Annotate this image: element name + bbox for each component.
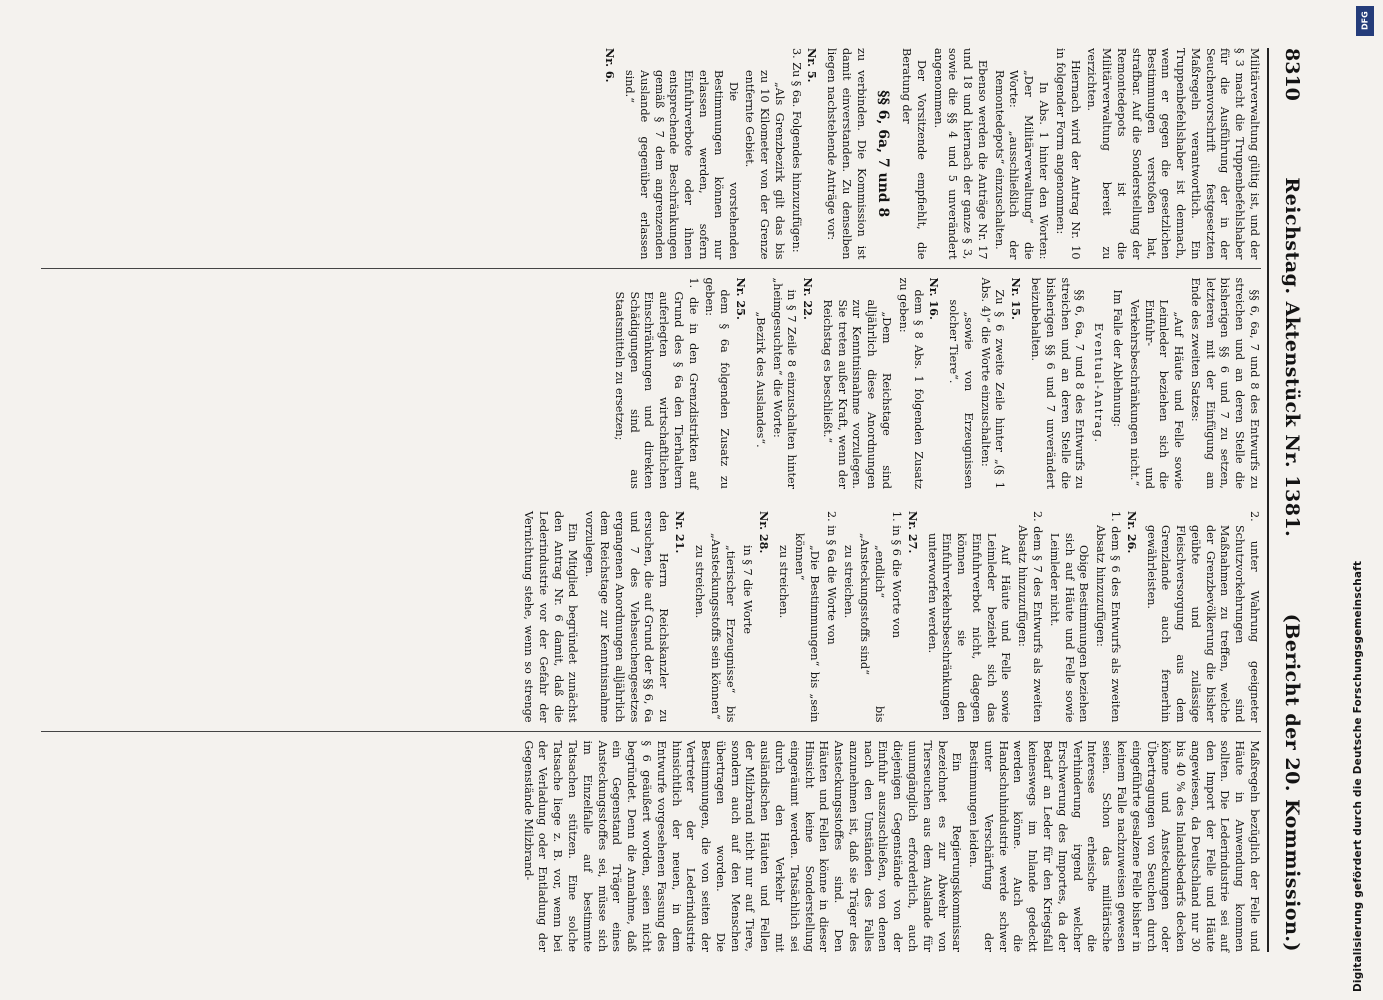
numbered-item: 3. Zu § 6a. Folgendes hinzuzufügen: xyxy=(789,48,803,253)
motion-number: Nr. 6. xyxy=(603,48,618,83)
document-page xyxy=(25,30,1315,970)
page-header xyxy=(1267,48,1303,952)
motion-number: Nr. 28. xyxy=(756,511,771,554)
quoted-text: zu streichen. xyxy=(692,545,706,619)
numbered-item: 2. unter Wahrung geeigneter Schutzvorkehrungen sind Maßnahmen zu treffen, welche der Grenzbevölkerung die bisher geübte und zulässige Fleischversorgung aus dem Grenzlande auch fernerhin gewährleisten. xyxy=(1144,511,1261,723)
numbered-item: 2. in § 6a die Worte von xyxy=(824,511,838,645)
quoted-text: „sowie von Erzeugnissen solcher Tiere“. xyxy=(947,299,975,489)
numbered-item: 1. dem § 6 des Entwurfs als zweiten Absatz hinzuzufügen: xyxy=(1094,511,1122,723)
header-title-left: Reichstag. Aktenstück Nr. 1381. xyxy=(1281,177,1303,538)
digitization-credit xyxy=(1352,8,1378,992)
quoted-text: in § 7 die Worte xyxy=(741,545,754,635)
quoted-text: Auf Häute und Felle sowie Leimleder bezieht sich das Einfuhrverbot nicht, dagegen können sie den Einfuhrverkehrsbeschränkungen unterworfen werden. xyxy=(925,533,1013,723)
quoted-text: „tierischer Erzeugnisse“ bis „Ansteckungsstoffs sein können“ xyxy=(709,533,738,723)
page-number: 8310 xyxy=(1281,48,1303,101)
quoted-text: zu streichen. xyxy=(841,545,855,619)
text-columns xyxy=(41,48,1261,952)
numbered-item: 1. in § 6 die Worte von xyxy=(890,511,904,639)
paragraph: dem § 8 Abs. 1 folgenden Zusatz zu geben: xyxy=(896,277,925,489)
header-title-right: (Bericht der 20. Kommission.) xyxy=(1281,613,1303,952)
paragraph: Zu § 6 zweite Zeile hinter „(§ 1 Abs. 4)“ die Worte einzuschalten: xyxy=(978,277,1007,489)
quoted-text: „Bezirk des Auslandes“. xyxy=(753,311,767,448)
quoted-text: „Auf Häute und Felle sowie Leimleder beziehen sich die Einfuhr- und Verkehrsbeschränkungen nicht.“ xyxy=(1127,299,1186,489)
motion-number: Nr. 15. xyxy=(1009,277,1024,320)
quoted-text: Obige Bestimmungen beziehen sich auf Häute und Felle sowie Leimleder nicht. xyxy=(1047,533,1091,723)
paragraph: Ebenso werden die Anträge Nr. 17 und 18 und hiernach der ganze § 3, sowie die §§ 4 und 5 unverändert angenommen. xyxy=(931,48,989,260)
quoted-text: „endlich“ bis „Ansteckungsstoffs sind“ xyxy=(858,533,887,723)
numbered-item: 2. dem § 7 des Entwurfs als zweiten Absatz hinzuzufügen: xyxy=(1016,511,1045,723)
paragraph: §§ 6, 6a, 7 und 8 des Entwurfs zu streichen und an deren Stelle die bisherigen §§ 6 und 7 unverändert beizubehalten. xyxy=(1029,277,1087,489)
quoted-text: „Die Bestimmungen“ bis „sein können“ xyxy=(793,533,822,723)
section-heading: §§ 6, 6a, 7 und 8 xyxy=(875,90,892,218)
quoted-text: Die vorstehenden Bestimmungen können nur erlassen werden, sofern Einfuhrverbote oder ihnen entsprechende Beschränkungen gemäß § 7 dem angrenzenden Auslande gegenüber erlassen sind.“ xyxy=(623,70,740,260)
right-text-block xyxy=(41,511,1261,952)
centered-label: Eventual-Antrag. xyxy=(1092,322,1106,444)
paragraph: Ein Regierungskommissar bezeichnet es zur Abwehr von Tierseuchen aus dem Auslande für unumgänglich erforderlich, auch diejenigen Gegenstände von der Einfuhr auszuschließen, von denen nach den Umständen des Falles anzunehmen ist, daß sie Träger des Ansteckungsstoffes sind. Den Häuten und Fellen könne in dieser Hinsicht keine Sonderstellung eingeräumt werden. Tatsächlich sei durch den Verkehr mit ausländischen Häuten und Fellen der Milzbrand nicht nur auf Tiere, sondern auch auf den Menschen übertragen worden. Die Bestimmungen, die von seiten der Vertreter der Lederindustrie hinsichtlich der neuen, in dem Entwurfe vorgesehenen Fassung des § 6 geäußert worden, seien nicht begründet. Denn die Annahme, daß ein Gegenstand Träger eines Ansteckungsstoffes sei, müsse sich im Einzelfalle auf bestimmte Tatsachen stützen. Eine solche Tatsache liege z. B. vor, wenn bei der Verladung oder Entladung der Gegenstände Milzbrand- xyxy=(521,740,964,952)
motion-number: Nr. 5. xyxy=(805,48,820,83)
quoted-text: „Dem Reichstage sind alljährlich diese Anordnungen zur Kenntnisnahme vorzulegen. Sie treten außer Kraft, wenn der Reichstag es beschließt.“ xyxy=(820,299,894,489)
paragraph: den Herrn Reichskanzler zu ersuchen, die auf Grund der §§ 6, 6a und 7 des Viehseuchengesetzes ergangenen Anordnungen alljährlich dem Reichstage zur Kenntnisnahme vorzulegen. xyxy=(583,511,671,723)
paragraph: Militärverwaltung gültig ist, und der § 3 macht die Truppenbefehlshaber für die Ausführung der in der Seuchenvorschrift festgesetzten Maßregeln verantwortlich. Ein Truppenbefehlshaber ist demnach, wenn er gegen die gesetzlichen Bestimmungen verstoßen hat, strafbar. Auf die Sonderstellung der Remontedepots ist die Militärverwaltung bereit zu verzichten. xyxy=(1085,48,1261,260)
numbered-item: 1. die in den Grenzdistrikten auf Grund des § 6a den Tierhaltern auferlegten wirtschaftlichen Einschränkungen und direkten Schädigungen sind aus Staatsmitteln zu ersetzen; xyxy=(612,277,700,489)
paragraph: Ein Mitglied begründet zunächst den Antrag Nr. 6 damit, daß die Lederindustrie vor der Gefahr der Vernichtung stehe, wenn so strenge Maßregeln bezüglich der Felle und Häute in Anwendung kommen sollten. Die Lederindustrie sei auf den Import der Felle und Häute angewiesen, da Deutschland nur 30 bis 40 % des Inlandsbedarfs decken könne und Ansteckungen oder Übertragungen von Seuchen durch eingeführte gesalzene Felle bisher in keinem Falle nachzuweisen gewesen seien. Schon das militärische Interesse erheische die Verhinderung irgend welcher Erschwerung des Importes, da der Bedarf an Leder für den Kriegsfall keineswegs im Inlande gedeckt werden könne. Auch die Handschuhindustrie werde schwer unter Verschärfung der Bestimmungen leiden. xyxy=(522,511,1261,952)
quoted-text: In Abs. 1 hinter den Worten: „Der Militärverwaltung“ die Worte: „ausschließlich der Remontedepots“ einzuschalten. xyxy=(992,70,1051,260)
dfg-logo: DFG xyxy=(1356,6,1374,36)
motion-number: Nr. 26. xyxy=(1124,511,1139,554)
motion-number: Nr. 16. xyxy=(927,277,942,320)
paragraph: zu verbinden. Die Kommission ist damit einverstanden. Zu denselben liegen nachstehende Anträge vor: xyxy=(825,48,868,260)
paragraph: Hiernach wird der Antrag Nr. 10 in folgender Form angenommen: xyxy=(1053,48,1082,260)
quoted-text: „Als Grenzbezirk gilt das bis zu 10 Kilometer von der Grenze entfernte Gebiet. xyxy=(743,70,786,260)
paragraph: in § 7 Zeile 8 einzuschalten hinter „heimgesuchten“ die Worte: xyxy=(770,277,799,489)
motion-number: Nr. 22. xyxy=(801,277,816,320)
motion-number: Nr. 27. xyxy=(905,511,920,554)
paragraph: §§ 6, 6a, 7 und 8 des Entwurfs zu streichen und an deren Stelle die bisherigen §§ 6 und 7 zu setzen, letzteren mit der Einfügung am Ende des zweiten Satzes: xyxy=(1188,277,1261,489)
motion-number: Nr. 25. xyxy=(734,277,748,320)
left-text-block xyxy=(41,48,1261,489)
quoted-text: zu streichen. xyxy=(776,545,790,619)
credit-text: Digitalisierung gefördert durch die Deutsche Forschungsgemeinschaft xyxy=(1352,560,1364,992)
motion-number: Nr. 21. xyxy=(672,511,687,554)
paragraph: dem § 6a folgenden Zusatz zu geben: xyxy=(703,277,732,489)
paragraph: Im Falle der Ablehnung: xyxy=(1110,289,1124,427)
paragraph: Der Vorsitzende empfiehlt, die Beratung der xyxy=(900,48,928,260)
